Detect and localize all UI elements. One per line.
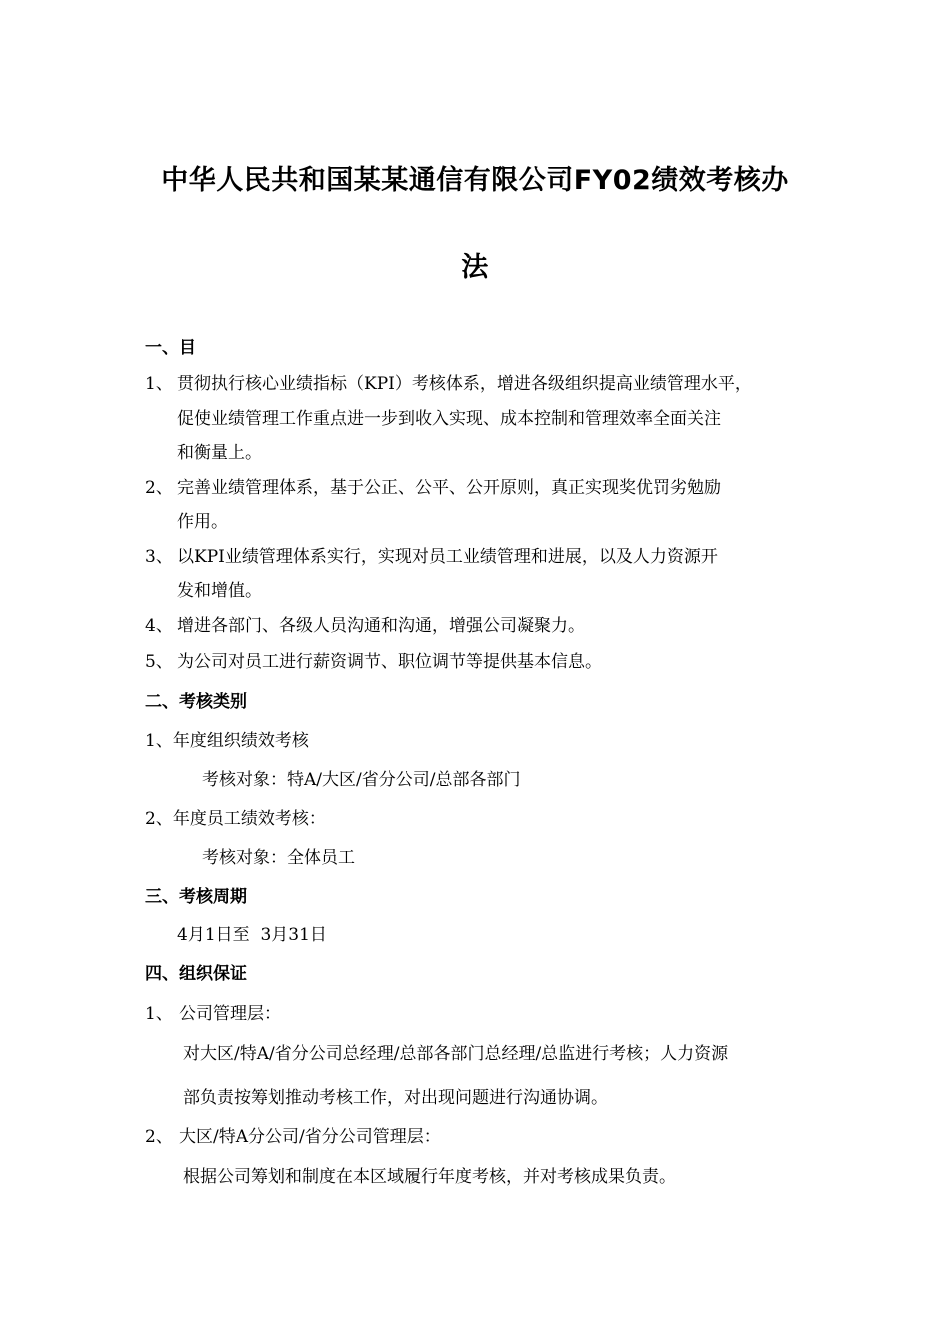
list-item-detail: 考核对象：全体员工 bbox=[202, 848, 355, 868]
list-item-text: 公司管理层： bbox=[179, 1004, 281, 1024]
list-item-text: 贯彻执行核心业绩指标（KPI）考核体系，增进各级组织提高业绩管理水平， bbox=[177, 374, 752, 394]
list-item-text: 1、年度组织绩效考核 bbox=[145, 731, 309, 751]
section-2-heading: 二、考核类别 bbox=[145, 692, 247, 712]
list-item-detail: 部负责按筹划推动考核工作，对出现问题进行沟通协调。 bbox=[183, 1088, 608, 1108]
list-item-detail: 对大区/特A/省分公司总经理/总部各部门总经理/总监进行考核；人力资源 bbox=[183, 1044, 729, 1064]
list-item-number: 2、 bbox=[145, 478, 173, 498]
document-title-line-2: 法 bbox=[461, 252, 489, 283]
list-item-number: 5、 bbox=[145, 652, 173, 672]
list-item-detail: 考核对象：特A/大区/省分公司/总部各部门 bbox=[202, 770, 521, 790]
list-item-text: 以KPI业绩管理体系实行，实现对员工业绩管理和进展，以及人力资源开 bbox=[177, 547, 718, 567]
section-4-heading: 四、组织保证 bbox=[145, 964, 247, 984]
list-item-text: 促使业绩管理工作重点进一步到收入实现、成本控制和管理效率全面关注 bbox=[177, 409, 721, 429]
list-item-text: 发和增值。 bbox=[177, 581, 262, 601]
list-item-detail: 根据公司筹划和制度在本区域履行年度考核，并对考核成果负责。 bbox=[183, 1167, 676, 1187]
list-item-number: 4、 bbox=[145, 616, 173, 636]
list-item-number: 3、 bbox=[145, 547, 173, 567]
list-item-text: 和衡量上。 bbox=[177, 443, 262, 463]
section-3-heading: 三、考核周期 bbox=[145, 887, 247, 907]
list-item-number: 2、 bbox=[145, 1127, 173, 1147]
section-1-heading: 一、目 bbox=[145, 338, 196, 358]
list-item-text: 2、年度员工绩效考核： bbox=[145, 809, 326, 829]
list-item-text: 完善业绩管理体系，基于公正、公平、公开原则，真正实现奖优罚劣勉励 bbox=[177, 478, 721, 498]
list-item-number: 1、 bbox=[145, 1004, 173, 1024]
list-item-text: 为公司对员工进行薪资调节、职位调节等提供基本信息。 bbox=[177, 652, 602, 672]
list-item-text: 增进各部门、各级人员沟通和沟通，增强公司凝聚力。 bbox=[177, 616, 585, 636]
list-item-text: 作用。 bbox=[177, 512, 228, 532]
period-text: 4月1日至 3月31日 bbox=[177, 925, 327, 945]
list-item-number: 1、 bbox=[145, 374, 173, 394]
document-title-line-1: 中华人民共和国某某通信有限公司FY02绩效考核办 bbox=[161, 165, 789, 196]
list-item-text: 大区/特A分公司/省分公司管理层： bbox=[179, 1127, 441, 1147]
